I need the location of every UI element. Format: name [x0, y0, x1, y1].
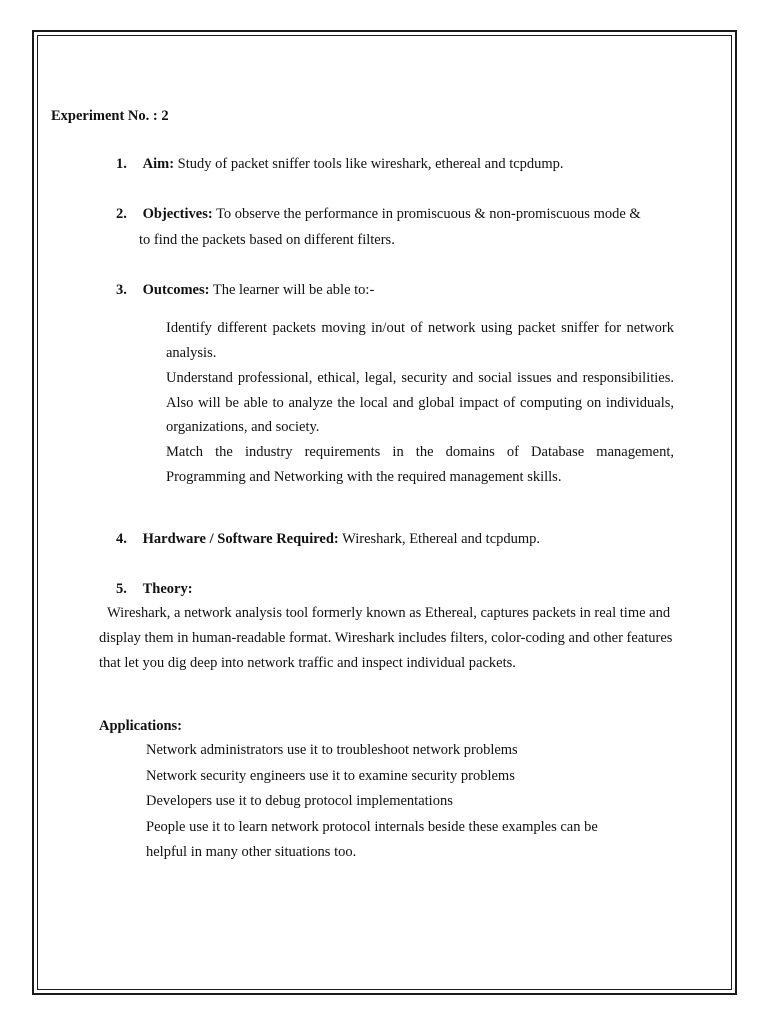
- objectives-text-line1: To observe the performance in promiscuous & non-promiscuous mode &: [216, 206, 641, 222]
- objectives-number: 2.: [116, 206, 127, 222]
- objectives-text-line2: to find the packets based on different filters.: [139, 232, 395, 248]
- theory-number: 5.: [116, 581, 127, 597]
- aim-heading: Aim:: [142, 156, 175, 172]
- outcome-item: Identify different packets moving in/out of network using packet sniffer for network analysis.: [166, 320, 674, 361]
- outcomes-section: [116, 282, 374, 299]
- hardware-number: 4.: [116, 531, 127, 547]
- outcomes-heading: Outcomes:: [142, 282, 210, 298]
- applications-heading: Applications:: [99, 718, 182, 734]
- objectives-section: [116, 206, 641, 223]
- application-item: Network security engineers use it to examine security problems: [146, 768, 515, 784]
- outcome-item: Match the industry requirements in the domains of Database management, Programming and Networking with the required management skills.: [166, 444, 674, 485]
- theory-heading: Theory:: [142, 581, 193, 597]
- theory-section: [116, 581, 193, 598]
- outcome-item: Understand professional, ethical, legal, security and social issues and responsibilities. Also will be able to analyze the local and global impact of computing on individuals, organizations, and society.: [166, 370, 674, 436]
- application-item: Developers use it to debug protocol implementations: [146, 793, 453, 809]
- aim-text: Study of packet sniffer tools like wireshark, ethereal and tcpdump.: [177, 156, 564, 172]
- hardware-text: Wireshark, Ethereal and tcpdump.: [342, 531, 541, 547]
- application-item: Network administrators use it to troubleshoot network problems: [146, 742, 518, 758]
- experiment-title: Experiment No. : 2: [51, 108, 169, 124]
- hardware-heading: Hardware / Software Required:: [142, 531, 339, 547]
- outcomes-number: 3.: [116, 282, 127, 298]
- objectives-heading: Objectives:: [142, 206, 213, 222]
- aim-number: 1.: [116, 156, 127, 172]
- theory-paragraph: Wireshark, a network analysis tool formerly known as Ethereal, captures packets in real time and display them in human-readable format. Wireshark includes filters, color-coding and other features that let you dig deep into network traffic and inspect individual packets.: [99, 605, 673, 671]
- aim-section: [116, 156, 564, 173]
- outcomes-intro: The learner will be able to:-: [212, 282, 375, 298]
- application-item: People use it to learn network protocol internals beside these examples can be helpful in many other situations too.: [146, 819, 598, 860]
- hardware-section: [116, 531, 540, 548]
